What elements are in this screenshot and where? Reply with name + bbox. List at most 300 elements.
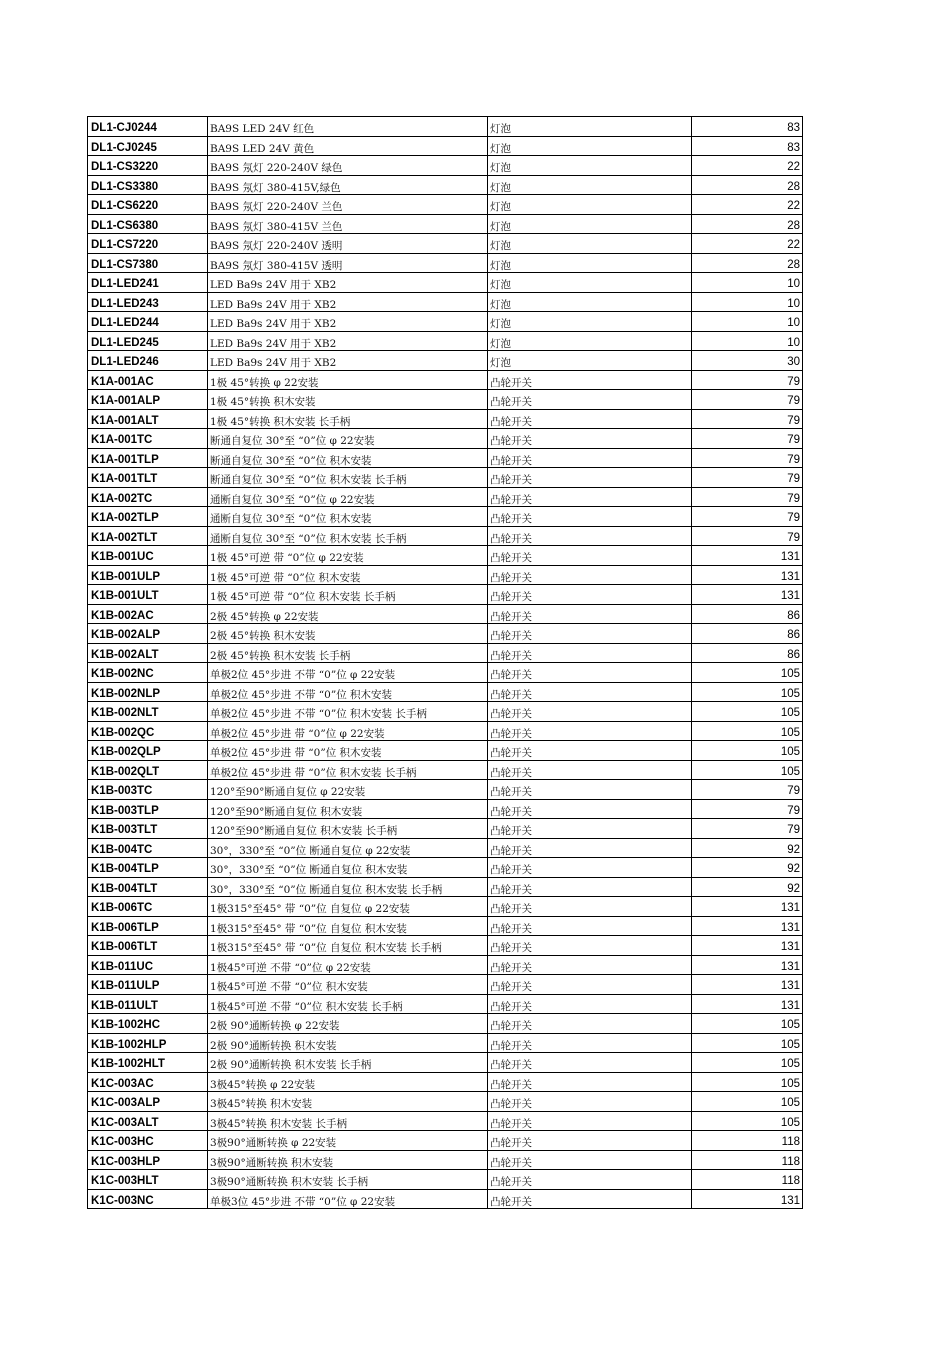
table-row — [87, 156, 803, 176]
product-code-cell-text: K1C-003ALT — [91, 1116, 159, 1129]
product-code-cell-text: K1B-001UC — [91, 551, 154, 563]
price-cell-text: 105 — [780, 1038, 800, 1051]
description-cell — [207, 371, 487, 390]
price-cell — [691, 371, 803, 390]
category-cell — [487, 273, 691, 292]
product-code-cell-text: K1A-001TLP — [91, 453, 159, 466]
category-cell-text: 凸轮开关 — [490, 1078, 532, 1091]
product-code-cell-text: K1B-003TC — [91, 785, 153, 797]
price-cell — [691, 488, 803, 507]
description-cell-text: 断通自复位 30°至 “0”位 φ 22安装 — [210, 435, 375, 447]
category-cell-text: 凸轮开关 — [490, 591, 532, 603]
description-cell — [207, 156, 487, 175]
description-cell-text: 1极 45°转换 积木安装 — [210, 396, 316, 408]
category-cell — [487, 975, 691, 994]
description-cell — [207, 975, 487, 994]
description-cell-text: LED Ba9s 24V 用于 XB2 — [210, 357, 337, 369]
price-cell-text: 10 — [787, 278, 800, 290]
product-code-cell — [87, 800, 207, 819]
price-cell-text: 131 — [780, 590, 800, 602]
price-cell — [691, 780, 803, 799]
product-code-cell — [87, 644, 207, 663]
price-cell-text: 79 — [787, 512, 800, 524]
category-cell — [487, 488, 691, 507]
product-code-cell-text: K1B-002QC — [91, 726, 155, 739]
price-cell-text: 131 — [780, 960, 800, 973]
description-cell-text: 通断自复位 30°至 “0”位 积木安装 长手柄 — [210, 532, 407, 545]
category-cell-text: 凸轮开关 — [490, 981, 532, 993]
category-cell-text: 凸轮开关 — [490, 1059, 532, 1071]
table-row — [87, 683, 803, 703]
description-cell-text: 1极45°可逆 不带 “0”位 积木安装 长手柄 — [210, 1000, 403, 1013]
product-code-cell-text: K1B-002NLP — [91, 687, 161, 700]
price-cell — [691, 215, 803, 234]
description-cell — [207, 507, 487, 526]
category-cell-text: 灯泡 — [490, 240, 511, 252]
table-row — [87, 585, 803, 605]
description-cell — [207, 429, 487, 448]
category-cell — [487, 585, 691, 604]
price-cell-text: 79 — [787, 785, 800, 797]
price-cell-text: 79 — [787, 804, 800, 817]
description-cell — [207, 1073, 487, 1092]
price-cell-text: 22 — [787, 200, 800, 212]
product-code-cell — [87, 234, 207, 253]
product-code-cell-text: K1B-003TLT — [91, 824, 158, 836]
table-row — [87, 780, 803, 800]
description-cell — [207, 312, 487, 331]
table-row — [87, 1170, 803, 1190]
description-cell-text: BA9S 氖灯 380-415V 兰色 — [210, 220, 343, 233]
product-code-cell — [87, 995, 207, 1014]
category-cell — [487, 1034, 691, 1053]
price-cell-text: 86 — [787, 648, 800, 661]
category-cell — [487, 293, 691, 312]
product-code-cell-text: K1B-006TLT — [91, 941, 158, 953]
product-code-cell — [87, 839, 207, 858]
category-cell-text: 凸轮开关 — [490, 903, 532, 915]
description-cell — [207, 780, 487, 799]
price-cell — [691, 117, 803, 136]
description-cell — [207, 254, 487, 273]
category-cell — [487, 449, 691, 468]
description-cell-text: BA9S 氖灯 380-415V 透明 — [210, 259, 343, 272]
price-cell — [691, 1190, 803, 1209]
category-cell — [487, 858, 691, 877]
product-code-cell — [87, 936, 207, 955]
category-cell-text: 凸轮开关 — [490, 610, 532, 623]
product-code-cell — [87, 605, 207, 624]
table-row — [87, 410, 803, 430]
description-cell — [207, 1014, 487, 1033]
category-cell-text: 凸轮开关 — [490, 688, 532, 701]
category-cell-text: 凸轮开关 — [490, 1137, 532, 1149]
category-cell-text: 凸轮开关 — [490, 1176, 532, 1188]
product-code-cell-text: K1A-001TC — [91, 434, 153, 446]
category-cell — [487, 312, 691, 331]
description-cell — [207, 1053, 487, 1072]
description-cell — [207, 1151, 487, 1170]
price-cell-text: 131 — [780, 551, 800, 563]
description-cell-text: 30°，330°至 “0”位 断通自复位 积木安装 长手柄 — [210, 883, 443, 896]
category-cell-text: 凸轮开关 — [490, 825, 532, 837]
table-row — [87, 234, 803, 254]
category-cell-text: 凸轮开关 — [490, 805, 532, 818]
description-cell — [207, 410, 487, 429]
table-row — [87, 761, 803, 781]
category-cell — [487, 429, 691, 448]
category-cell-text: 凸轮开关 — [490, 474, 532, 486]
description-cell — [207, 176, 487, 195]
price-cell — [691, 293, 803, 312]
price-cell-text: 28 — [787, 180, 800, 193]
table-row — [87, 858, 803, 878]
product-code-cell-text: K1C-003HLT — [91, 1175, 159, 1187]
description-cell — [207, 936, 487, 955]
category-cell — [487, 468, 691, 487]
category-cell-text: 灯泡 — [490, 220, 511, 233]
product-code-cell — [87, 975, 207, 994]
description-cell-text: 断通自复位 30°至 “0”位 积木安装 — [210, 454, 372, 467]
description-cell-text: 1极 45°转换 积木安装 长手柄 — [210, 415, 351, 428]
product-code-cell — [87, 663, 207, 682]
description-cell — [207, 527, 487, 546]
table-row — [87, 293, 803, 313]
table-row — [87, 195, 803, 215]
description-cell-text: 120°至90°断通自复位 积木安装 — [210, 805, 363, 818]
product-code-cell — [87, 117, 207, 136]
price-cell — [691, 1073, 803, 1092]
category-cell — [487, 1073, 691, 1092]
category-cell — [487, 1014, 691, 1033]
price-cell — [691, 858, 803, 877]
table-row — [87, 819, 803, 839]
description-cell-text: 单极2位 45°步进 不带 “0”位 积木安装 — [210, 688, 393, 701]
product-code-cell-text: DL1-CJ0245 — [91, 141, 157, 154]
description-cell — [207, 839, 487, 858]
price-cell — [691, 332, 803, 351]
description-cell-text: 单极2位 45°步进 不带 “0”位 φ 22安装 — [210, 669, 396, 681]
price-cell — [691, 878, 803, 897]
description-cell-text: 3极90°通断转换 积木安装 长手柄 — [210, 1176, 368, 1188]
category-cell-text: 凸轮开关 — [490, 493, 532, 506]
category-cell — [487, 215, 691, 234]
category-cell — [487, 683, 691, 702]
description-cell-text: LED Ba9s 24V 用于 XB2 — [210, 318, 337, 330]
product-code-cell — [87, 351, 207, 370]
description-cell-text: 1极 45°可逆 带 “0”位 φ 22安装 — [210, 552, 364, 564]
price-cell-text: 10 — [787, 317, 800, 329]
category-cell — [487, 410, 691, 429]
price-cell — [691, 195, 803, 214]
price-cell — [691, 390, 803, 409]
price-cell-text: 86 — [787, 609, 800, 622]
price-cell — [691, 663, 803, 682]
description-cell-text: 2极 90°通断转换 积木安装 长手柄 — [210, 1059, 372, 1071]
product-code-cell-text: K1B-1002HLT — [91, 1058, 165, 1070]
table-row — [87, 956, 803, 976]
price-cell-text: 118 — [781, 1136, 800, 1148]
description-cell-text: 3极45°转换 积木安装 — [210, 1098, 313, 1110]
product-code-cell — [87, 624, 207, 643]
description-cell-text: 单极3位 45°步进 不带 “0”位 φ 22安装 — [210, 1195, 396, 1208]
description-cell — [207, 293, 487, 312]
category-cell-text: 凸轮开关 — [490, 1117, 532, 1130]
product-code-cell-text: K1B-002NC — [91, 668, 154, 680]
price-cell-text: 118 — [781, 1155, 800, 1168]
description-cell — [207, 624, 487, 643]
price-cell-text: 105 — [780, 746, 800, 758]
description-cell — [207, 215, 487, 234]
price-cell — [691, 1112, 803, 1131]
price-cell-text: 22 — [787, 239, 800, 251]
table-row — [87, 1151, 803, 1171]
product-code-cell-text: K1B-002ALP — [91, 629, 161, 641]
product-code-cell-text: K1B-001ULT — [91, 590, 159, 602]
category-cell-text: 凸轮开关 — [490, 883, 532, 896]
table-row — [87, 1190, 803, 1210]
product-code-cell-text: K1B-006TC — [91, 902, 153, 914]
product-code-cell — [87, 429, 207, 448]
description-cell-text: 1极315°至45° 带 “0”位 自复位 φ 22安装 — [210, 903, 410, 915]
category-cell — [487, 1190, 691, 1209]
price-cell-text: 131 — [780, 1194, 800, 1207]
table-row — [87, 1112, 803, 1132]
price-cell-text: 105 — [780, 687, 800, 700]
product-code-cell — [87, 1131, 207, 1150]
product-code-cell-text: K1A-001AC — [91, 375, 154, 388]
price-cell — [691, 761, 803, 780]
category-cell-text: 灯泡 — [490, 162, 511, 174]
table-row — [87, 1131, 803, 1151]
description-cell-text: 1极315°至45° 带 “0”位 自复位 积木安装 长手柄 — [210, 942, 442, 954]
table-row — [87, 312, 803, 332]
price-cell-text: 118 — [781, 1175, 800, 1187]
product-code-cell-text: DL1-LED243 — [91, 297, 159, 310]
category-cell — [487, 566, 691, 585]
description-cell — [207, 1092, 487, 1111]
product-code-cell — [87, 195, 207, 214]
description-cell-text: 1极 45°可逆 带 “0”位 积木安装 长手柄 — [210, 591, 396, 603]
description-cell-text: 120°至90°断通自复位 φ 22安装 — [210, 786, 366, 798]
category-cell-text: 凸轮开关 — [490, 454, 532, 467]
price-cell — [691, 839, 803, 858]
category-cell-text: 凸轮开关 — [490, 727, 532, 740]
category-cell-text: 灯泡 — [490, 337, 511, 350]
product-code-cell-text: K1A-001ALP — [91, 395, 161, 407]
category-cell-text: 凸轮开关 — [490, 1156, 532, 1169]
table-row — [87, 1053, 803, 1073]
category-cell-text: 凸轮开关 — [490, 922, 532, 935]
product-code-cell — [87, 468, 207, 487]
price-cell-text: 79 — [787, 375, 800, 388]
category-cell — [487, 917, 691, 936]
description-cell-text: 单极2位 45°步进 带 “0”位 积木安装 — [210, 747, 382, 759]
table-row — [87, 1014, 803, 1034]
table-row — [87, 507, 803, 527]
category-cell-text: 凸轮开关 — [490, 513, 532, 525]
product-code-cell — [87, 897, 207, 916]
description-cell — [207, 683, 487, 702]
category-cell — [487, 156, 691, 175]
description-cell-text: 断通自复位 30°至 “0”位 积木安装 长手柄 — [210, 474, 407, 486]
table-row — [87, 663, 803, 683]
table-row — [87, 1073, 803, 1093]
price-cell — [691, 566, 803, 585]
table-row — [87, 1092, 803, 1112]
category-cell-text: 灯泡 — [490, 181, 511, 194]
price-cell — [691, 546, 803, 565]
price-cell — [691, 1034, 803, 1053]
product-code-cell-text: K1B-011ULP — [91, 980, 160, 992]
product-code-cell — [87, 449, 207, 468]
price-cell-text: 105 — [780, 726, 800, 739]
description-cell-text: 120°至90°断通自复位 积木安装 长手柄 — [210, 825, 398, 837]
category-cell — [487, 995, 691, 1014]
price-cell-text: 105 — [780, 1058, 800, 1070]
product-code-cell — [87, 215, 207, 234]
description-cell-text: 2极 45°转换 积木安装 — [210, 630, 316, 642]
description-cell — [207, 819, 487, 838]
table-row — [87, 995, 803, 1015]
price-list-table — [87, 116, 803, 1209]
product-code-cell — [87, 585, 207, 604]
price-cell — [691, 410, 803, 429]
description-cell-text: LED Ba9s 24V 用于 XB2 — [210, 298, 337, 311]
table-row — [87, 878, 803, 898]
description-cell-text: 3极45°转换 积木安装 长手柄 — [210, 1117, 347, 1130]
price-cell-text: 92 — [787, 882, 800, 895]
description-cell-text: 单极2位 45°步进 带 “0”位 积木安装 长手柄 — [210, 766, 417, 779]
category-cell — [487, 644, 691, 663]
category-cell — [487, 839, 691, 858]
description-cell — [207, 468, 487, 487]
price-cell — [691, 683, 803, 702]
description-cell — [207, 137, 487, 156]
description-cell-text: 2极 90°通断转换 积木安装 — [210, 1039, 337, 1052]
description-cell — [207, 644, 487, 663]
category-cell — [487, 332, 691, 351]
description-cell — [207, 878, 487, 897]
category-cell — [487, 780, 691, 799]
product-code-cell — [87, 390, 207, 409]
category-cell — [487, 1112, 691, 1131]
category-cell-text: 灯泡 — [490, 201, 511, 213]
product-code-cell — [87, 312, 207, 331]
description-cell — [207, 195, 487, 214]
price-cell — [691, 312, 803, 331]
product-code-cell — [87, 254, 207, 273]
category-cell — [487, 605, 691, 624]
category-cell-text: 灯泡 — [490, 318, 511, 330]
product-code-cell-text: K1C-003HLP — [91, 1155, 161, 1168]
price-cell — [691, 527, 803, 546]
category-cell — [487, 1170, 691, 1189]
price-cell-text: 28 — [787, 219, 800, 232]
price-cell-text: 83 — [787, 122, 800, 134]
price-cell — [691, 156, 803, 175]
category-cell-text: 凸轮开关 — [490, 1000, 532, 1013]
price-cell — [691, 1053, 803, 1072]
description-cell — [207, 858, 487, 877]
price-cell — [691, 936, 803, 955]
table-row — [87, 273, 803, 293]
price-cell-text: 131 — [780, 941, 800, 953]
product-code-cell-text: K1B-004TC — [91, 843, 153, 856]
product-code-cell-text: DL1-LED244 — [91, 317, 159, 329]
category-cell — [487, 741, 691, 760]
description-cell-text: 1极45°可逆 不带 “0”位 积木安装 — [210, 981, 368, 993]
product-code-cell-text: K1C-003NC — [91, 1194, 154, 1207]
product-code-cell — [87, 683, 207, 702]
product-code-cell-text: K1B-004TLT — [91, 882, 158, 895]
price-cell — [691, 741, 803, 760]
table-row — [87, 390, 803, 410]
table-row — [87, 800, 803, 820]
price-cell — [691, 1170, 803, 1189]
description-cell — [207, 800, 487, 819]
product-code-cell — [87, 780, 207, 799]
price-cell — [691, 722, 803, 741]
product-code-cell-text: K1A-001ALT — [91, 414, 159, 427]
product-code-cell — [87, 1034, 207, 1053]
price-cell — [691, 644, 803, 663]
price-cell — [691, 234, 803, 253]
category-cell-text: 凸轮开关 — [490, 532, 532, 545]
product-code-cell — [87, 507, 207, 526]
category-cell — [487, 195, 691, 214]
table-row — [87, 332, 803, 352]
price-cell — [691, 702, 803, 721]
category-cell-text: 凸轮开关 — [490, 747, 532, 759]
category-cell — [487, 1053, 691, 1072]
category-cell — [487, 546, 691, 565]
price-cell-text: 79 — [787, 434, 800, 446]
price-cell — [691, 605, 803, 624]
category-cell-text: 灯泡 — [490, 259, 511, 272]
price-cell-text: 83 — [787, 141, 800, 154]
category-cell — [487, 117, 691, 136]
product-code-cell — [87, 371, 207, 390]
description-cell — [207, 566, 487, 585]
description-cell-text: 30°，330°至 “0”位 断通自复位 积木安装 — [210, 864, 408, 876]
description-cell-text: 单极2位 45°步进 不带 “0”位 积木安装 长手柄 — [210, 708, 427, 720]
price-cell — [691, 254, 803, 273]
product-code-cell-text: K1B-002QLT — [91, 765, 160, 778]
product-code-cell-text: K1B-002AC — [91, 609, 154, 622]
price-cell — [691, 819, 803, 838]
description-cell — [207, 449, 487, 468]
category-cell-text: 灯泡 — [490, 279, 511, 291]
category-cell-text: 凸轮开关 — [490, 415, 532, 428]
description-cell-text: 2极 45°转换 积木安装 长手柄 — [210, 649, 351, 662]
product-code-cell-text: K1C-003HC — [91, 1136, 154, 1148]
product-code-cell-text: K1B-011ULT — [91, 999, 158, 1012]
description-cell-text: 30°，330°至 “0”位 断通自复位 φ 22安装 — [210, 844, 411, 857]
category-cell — [487, 351, 691, 370]
product-code-cell — [87, 1170, 207, 1189]
category-cell — [487, 819, 691, 838]
category-cell — [487, 956, 691, 975]
description-cell — [207, 722, 487, 741]
description-cell — [207, 488, 487, 507]
category-cell-text: 灯泡 — [490, 123, 511, 135]
table-row — [87, 975, 803, 995]
table-row — [87, 644, 803, 664]
category-cell-text: 凸轮开关 — [490, 396, 532, 408]
price-cell — [691, 1131, 803, 1150]
description-cell-text: 3极90°通断转换 φ 22安装 — [210, 1137, 337, 1149]
